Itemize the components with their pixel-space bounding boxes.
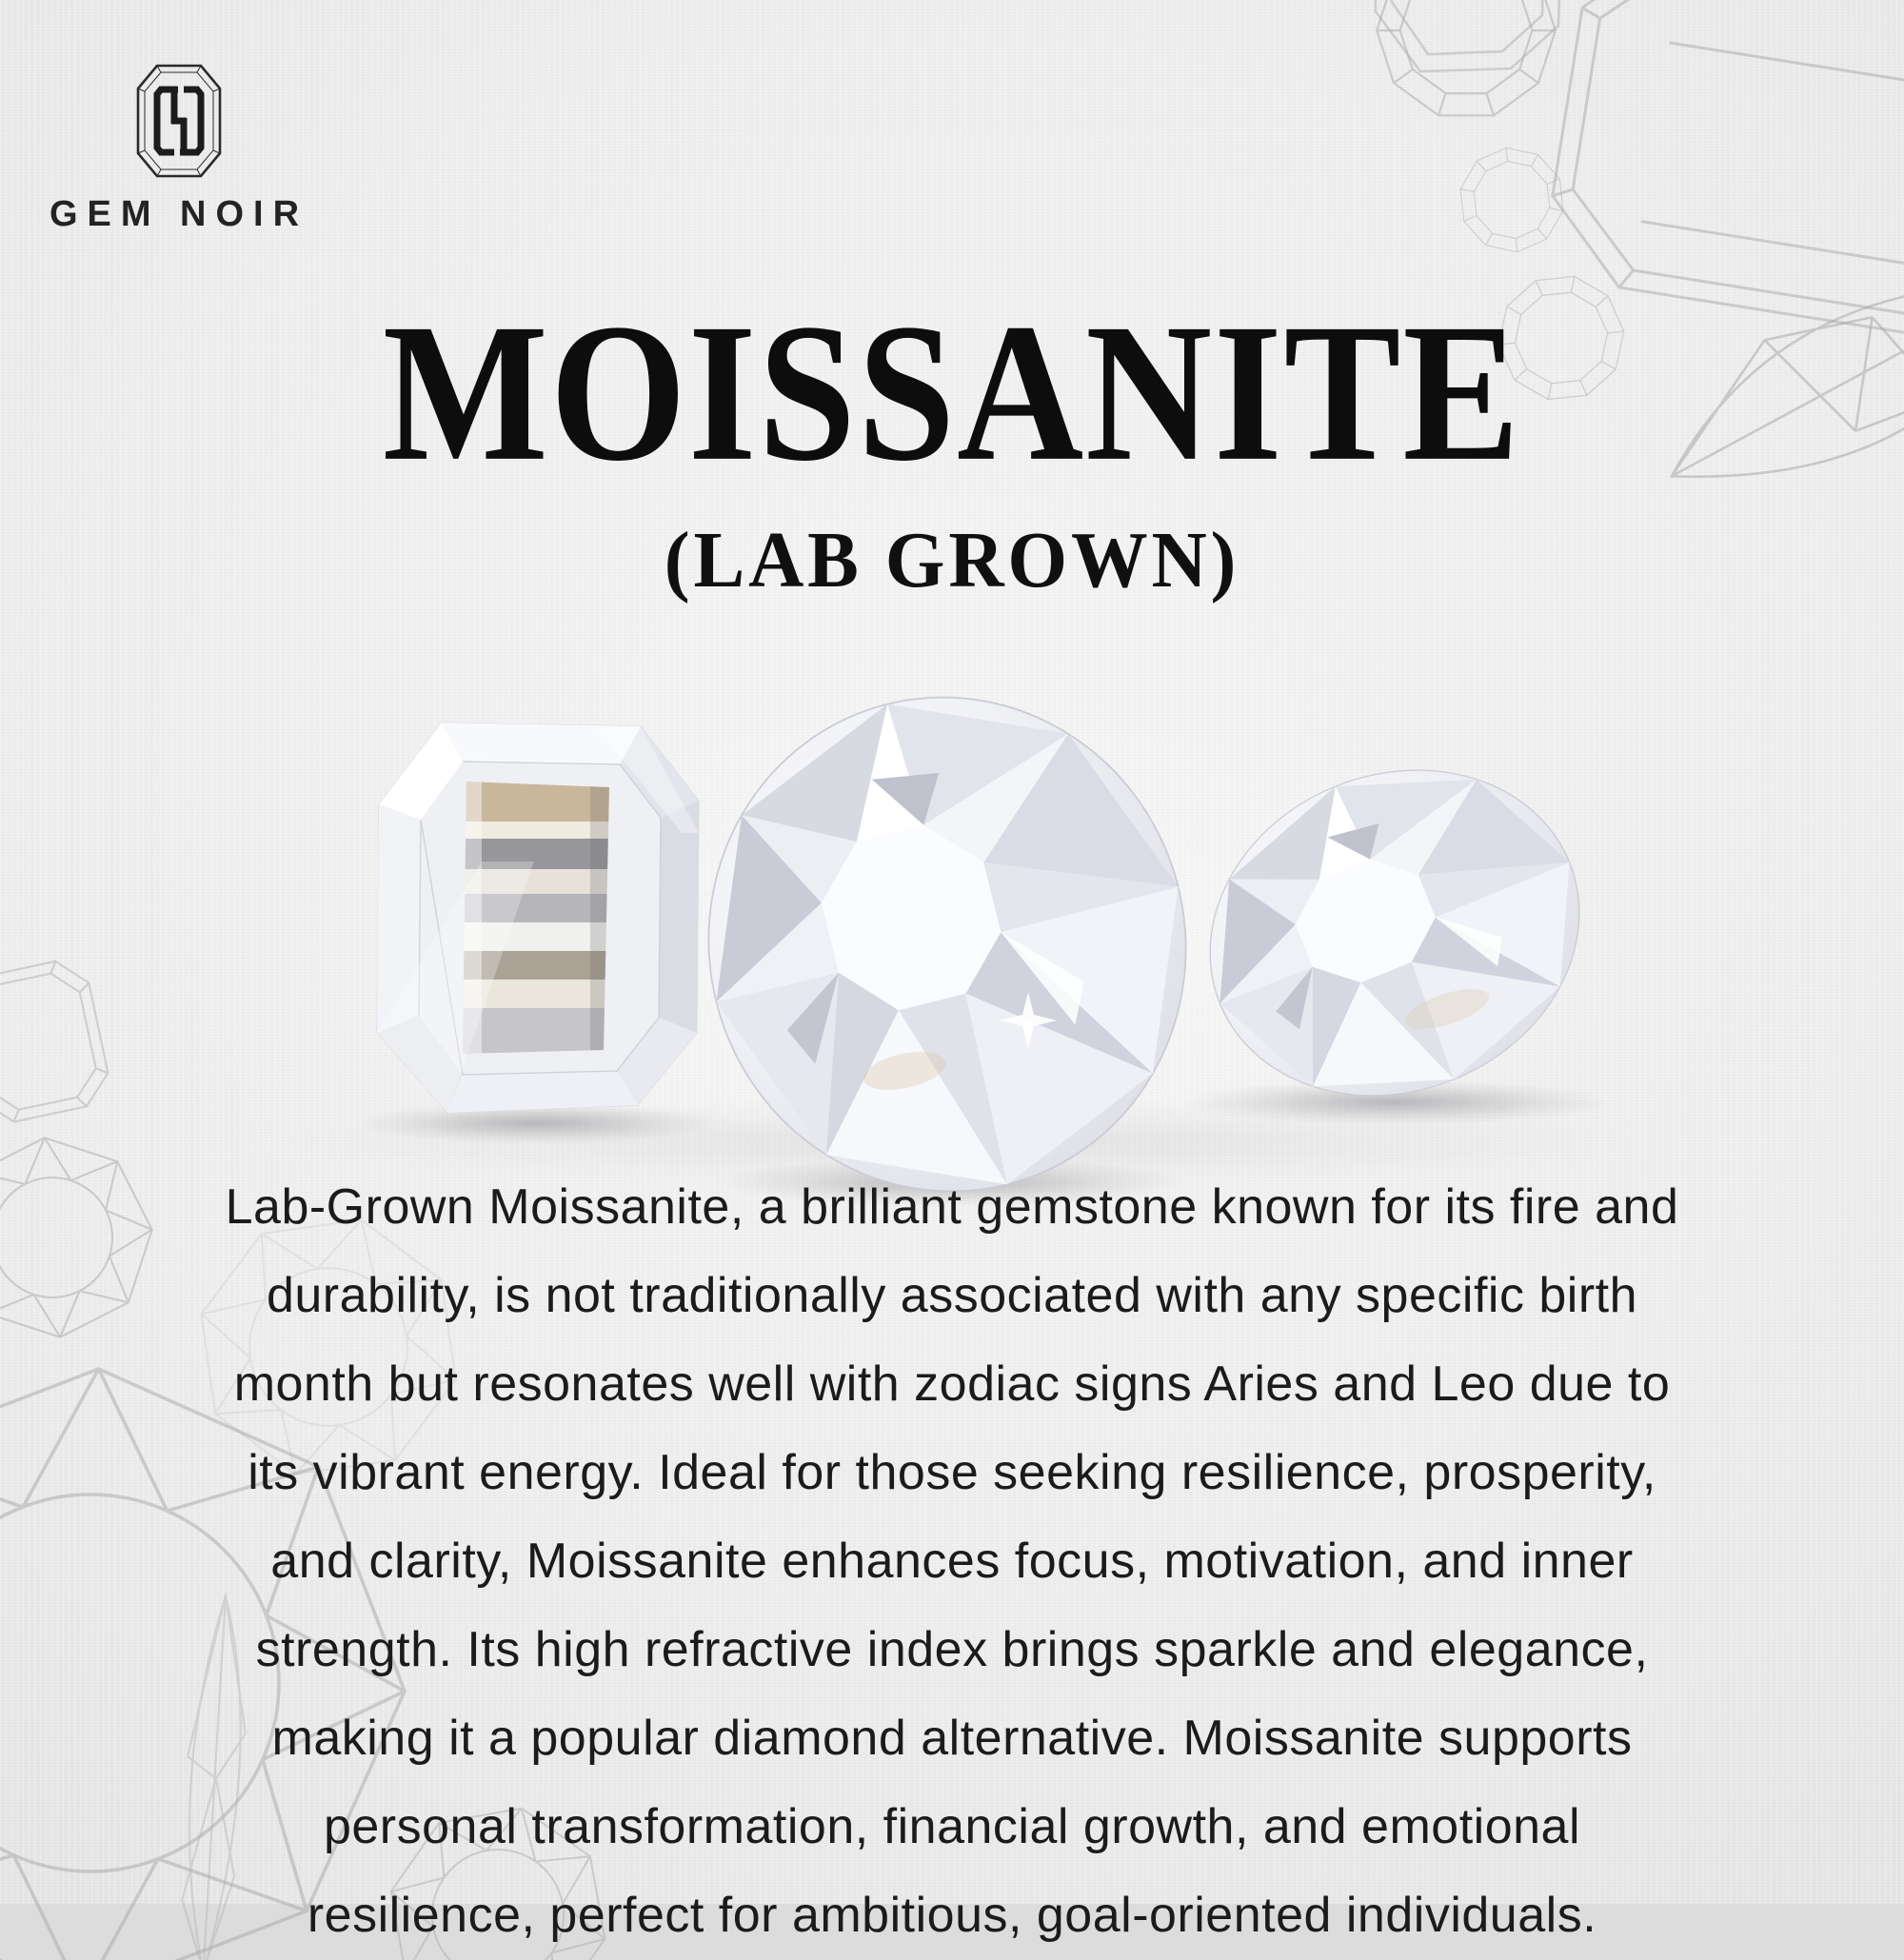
brand-wordmark: GEM NOIR <box>49 194 309 234</box>
paragraph-line: Lab-Grown Moissanite, a brilliant gemstone known for its fire and <box>225 1179 1679 1235</box>
paragraph-line: resilience, perfect for ambitious, goal-oriented individuals. <box>307 1888 1597 1943</box>
logo-octagon-monogram-icon <box>135 63 223 179</box>
watermark-emerald-left <box>0 956 114 1128</box>
watermark-decagon-small <box>1450 140 1573 259</box>
gem-photo <box>238 695 1666 1228</box>
paragraph-line: and clarity, Moissanite enhances focus, motivation, and inner <box>270 1534 1634 1589</box>
page-title: MOISSANITE <box>382 283 1522 503</box>
paragraph-line: month but resonates well with zodiac signs Aries and Leo due to <box>233 1356 1671 1412</box>
paragraph-line: strength. Its high refractive index brings sparkle and elegance, <box>255 1622 1649 1677</box>
description-paragraph <box>95 1163 1809 1960</box>
paragraph-line: durability, is not traditionally associated with any specific birth <box>266 1268 1638 1323</box>
brand-logo <box>46 63 312 235</box>
watermark-octagon-top <box>1377 0 1556 115</box>
page-subtitle: (LAB GROWN) <box>664 516 1240 604</box>
paragraph-line: its vibrant energy. Ideal for those seeking resilience, prosperity, <box>248 1445 1656 1500</box>
watermark-octagon-top-left <box>1375 0 1561 71</box>
paragraph-line: making it a popular diamond alternative. Moissanite supports <box>271 1711 1633 1766</box>
paragraph-line: personal transformation, financial growth, and emotional <box>323 1799 1581 1854</box>
emerald-cut-gem-image <box>377 723 699 1113</box>
